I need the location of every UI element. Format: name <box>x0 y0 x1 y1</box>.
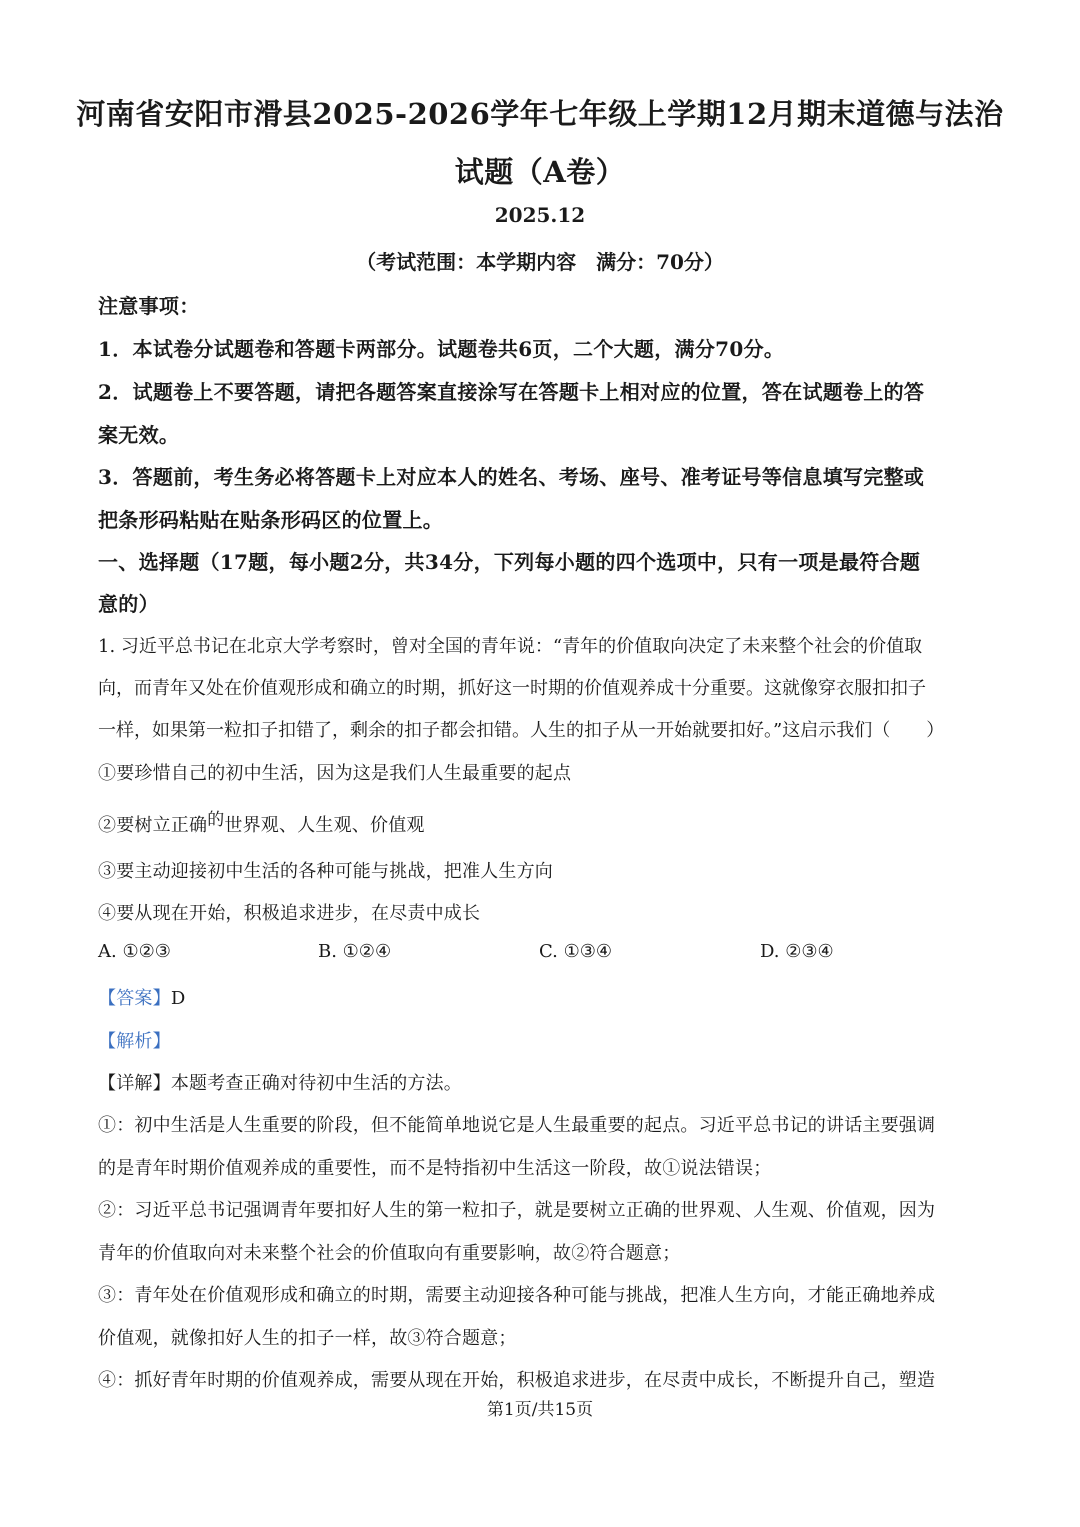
notice-item-3: 3．答题前，考生务必将答题卡上对应本人的姓名、考场、座号、准考证号等信息填写完整或 <box>98 465 925 489</box>
explanation-3: ③：青年处在价值观形成和确立的时期，需要主动迎接各种可能与挑战，把准人生方向，才能正确地养成 <box>98 1285 936 1306</box>
option-d: D. ②③④ <box>760 941 834 962</box>
explanation-2: ②：习近平总书记强调青年要扣好人生的第一粒扣子，就是要树立正确的世界观、人生观、价值观，因为 <box>98 1200 936 1221</box>
exam-scope: （考试范围：本学期内容 满分：70分） <box>356 250 724 274</box>
statement-2-part-a: ②要树立正确 <box>98 815 208 836</box>
analysis-label: 【解析】 <box>98 1031 171 1052</box>
explanation-2-cont: 青年的价值取向对未来整个社会的价值取向有重要影响，故②符合题意； <box>98 1243 681 1264</box>
notice-item-2-cont: 案无效。 <box>98 423 180 447</box>
detail-label: 【详解】 <box>98 1073 171 1094</box>
notice-item-1: 1．本试卷分试题卷和答题卡两部分。试题卷共6页，二个大题，满分70分。 <box>98 337 785 361</box>
explanation-3-cont: 价值观，就像扣好人生的扣子一样，故③符合题意； <box>98 1328 517 1349</box>
notice-item-3-cont: 把条形码粘贴在贴条形码区的位置上。 <box>98 508 444 532</box>
answer-value: D <box>170 988 186 1009</box>
notice-heading: 注意事项： <box>98 294 200 318</box>
page-footer: 第1页/共15页 <box>486 1400 594 1420</box>
detail-line <box>98 1069 462 1095</box>
explanation-4: ④：抓好青年时期的价值观养成，需要从现在开始，积极追求进步，在尽责中成长，不断提升自己，塑造 <box>98 1370 936 1391</box>
statement-1: ①要珍惜自己的初中生活，因为这是我们人生最重要的起点 <box>98 763 572 784</box>
question-stem-line2: 向，而青年又处在价值观形成和确立的时期，抓好这一时期的价值观养成十分重要。这就像穿衣服扣扣子 <box>98 678 926 699</box>
answer-label: 【答案】 <box>98 988 171 1009</box>
exam-title-line1: 河南省安阳市滑县2025-2026学年七年级上学期12月期末道德与法治 <box>76 97 1004 131</box>
option-b: B. ①②④ <box>318 941 392 962</box>
statement-4: ④要从现在开始，积极追求进步，在尽责中成长 <box>98 903 481 924</box>
option-c: C. ①③④ <box>539 941 612 962</box>
exam-date: 2025.12 <box>494 203 586 227</box>
exam-title-line2: 试题（A卷） <box>454 155 626 189</box>
statement-3: ③要主动迎接初中生活的各种可能与挑战，把准人生方向 <box>98 861 553 882</box>
question-stem-line3: 一样，如果第一粒扣子扣错了，剩余的扣子都会扣错。人生的扣子从一开始就要扣好。”这启示我们（ ） <box>98 720 945 741</box>
detail-intro: 本题考查正确对待初中生活的方法。 <box>170 1073 463 1094</box>
statement-2-part-c: 世界观、人生观、价值观 <box>224 815 425 836</box>
statement-2 <box>98 811 425 837</box>
question-stem-line1: 1. 习近平总书记在北京大学考察时，曾对全国的青年说：“青年的价值取向决定了未来整个社会的价值取 <box>98 636 923 657</box>
section-heading-line2: 意的） <box>98 592 159 616</box>
statement-2-raised-char: 的 <box>207 810 225 830</box>
option-a: A. ①②③ <box>98 941 171 962</box>
explanation-1-cont: 的是青年时期价值观养成的重要性，而不是特指初中生活这一阶段，故①说法错误； <box>98 1158 772 1179</box>
section-heading-line1: 一、选择题（17题，每小题2分，共34分，下列每小题的四个选项中，只有一项是最符合题 <box>98 550 921 574</box>
notice-item-2: 2．试题卷上不要答题，请把各题答案直接涂写在答题卡上相对应的位置，答在试题卷上的答 <box>98 380 925 404</box>
explanation-1: ①：初中生活是人生重要的阶段，但不能简单地说它是人生最重要的起点。习近平总书记的讲话主要强调 <box>98 1115 936 1136</box>
answer-line <box>98 984 185 1010</box>
